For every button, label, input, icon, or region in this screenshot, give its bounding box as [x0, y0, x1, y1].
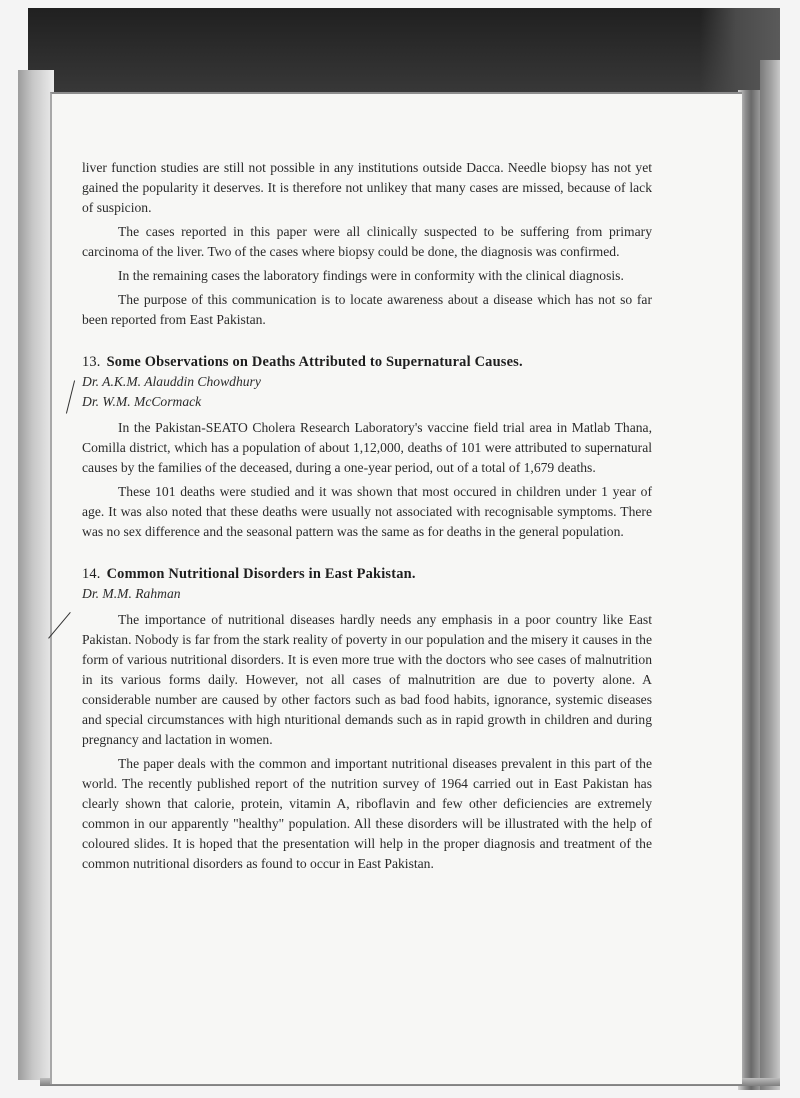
body-paragraph: The purpose of this communication is to locate awareness about a disease which has not so far been reported from East Pakistan. — [82, 292, 652, 327]
scan-right-edge-outer — [760, 60, 780, 1090]
body-paragraph: liver function studies are still not possible in any institutions outside Dacca. Needle biopsy has not yet gained the popularity it deserves. It is therefore not unlikey that many cases are missed, because of lack of suspicion. — [82, 160, 652, 215]
section-heading — [82, 352, 652, 372]
body-paragraph: The paper deals with the common and important nutritional diseases prevalent in this part of the world. The recently published report of the nutrition survey of 1964 carried out in East Pakistan has clearly shown that calorie, protein, vitamin A, riboflavin and few other deficiencies are extremely common in our apparently "healthy" population. All these disorders will be illustrated with the help of coloured slides. It is hoped that the presentation will help in the proper diagnosis and treatment of the common nutritional disorders as found to occur in East Pakistan. — [82, 756, 652, 871]
body-paragraph: The cases reported in this paper were all clinically suspected to be suffering from primary carcinoma of the liver. Two of the cases where biopsy could be done, the diagnosis was confirmed. — [82, 224, 652, 259]
section-title: Common Nutritional Disorders in East Pakistan. — [106, 566, 416, 582]
author-line: Dr. A.K.M. Alauddin Chowdhury — [82, 374, 261, 389]
section-number: 13. — [82, 354, 101, 370]
author-line: Dr. M.M. Rahman — [82, 586, 181, 601]
body-paragraph: In the Pakistan-SEATO Cholera Research Laboratory's vaccine field trial area in Matlab Thana, Comilla district, which has a population of about 1,12,000, deaths of 101 were attributed to supernatural causes by the families of the deceased, during a one-year period, out of a total of 1,679 deaths. — [82, 420, 652, 475]
body-paragraph: These 101 deaths were studied and it was shown that most occured in children under 1 year of age. It was also noted that these deaths were usually not associated with recognisable symptoms. There was no sex difference and the seasonal pattern was the same as for deaths in the general population. — [82, 484, 652, 539]
section-number: 14. — [82, 566, 101, 582]
section-title: Some Observations on Deaths Attributed to Supernatural Causes. — [106, 354, 523, 370]
section-heading — [82, 564, 652, 584]
body-paragraph: In the remaining cases the laboratory findings were in conformity with the clinical diagnosis. — [118, 268, 624, 283]
body-paragraph: The importance of nutritional diseases hardly needs any emphasis in a poor country like East Pakistan. Nobody is far from the stark reality of poverty in our population and the misery it causes in the form of various nutritional disorders. It is even more true with the doctors who see cases of malnutrition in its various forms daily. However, not all cases of malnutrition are due to poverty alone. A considerable number are caused by other factors such as bad food habits, ignorance, systemic diseases and special circumstances with high nturitional demands such as in rapid growth in children and during pregnancy and lactation in women. — [82, 612, 652, 747]
author-line: Dr. W.M. McCormack — [82, 394, 202, 409]
scan-left-shadow — [18, 70, 54, 1080]
page-body — [82, 158, 652, 874]
scan-dark-border-top — [28, 8, 780, 100]
